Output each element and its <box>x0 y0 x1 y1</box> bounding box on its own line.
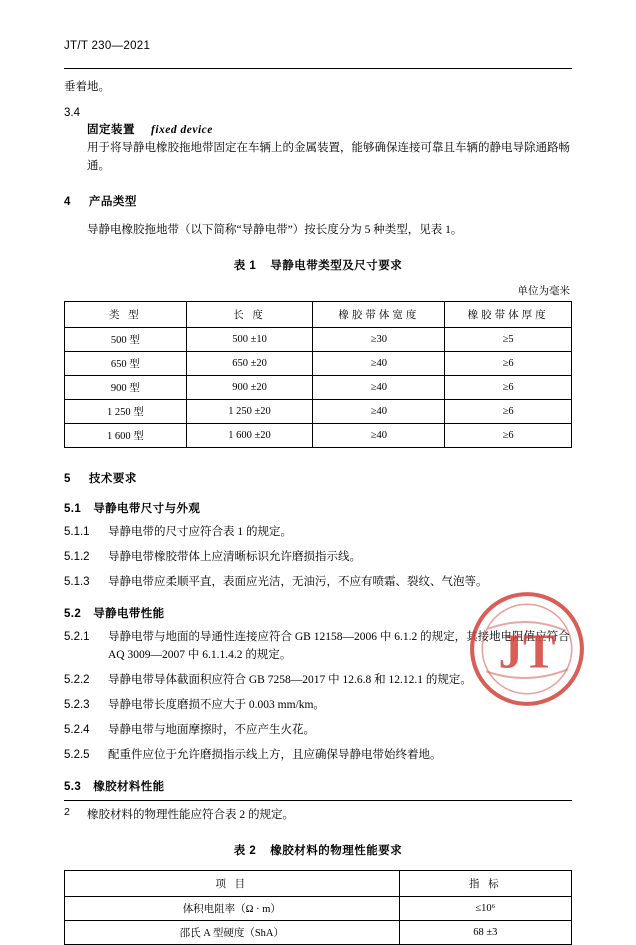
table-2-col-header: 项 目 <box>65 871 400 897</box>
table-cell: ≥6 <box>445 400 572 424</box>
table-1-col-header: 类 型 <box>65 302 187 328</box>
clause-5-2-5-number: 5.2.5 <box>64 749 90 761</box>
table-cell: ≥6 <box>445 376 572 400</box>
clause-5-2-1-number: 5.2.1 <box>64 631 90 643</box>
clause-5-1-1-body: 导静电带的尺寸应符合表 1 的规定。 <box>108 526 292 538</box>
clause-5-2-title: 导静电带性能 <box>93 608 165 620</box>
table-cell: ≥6 <box>445 424 572 448</box>
table-cell: 650 型 <box>65 352 187 376</box>
clause-5-2-4-body: 导静电带与地面摩擦时，不应产生火花。 <box>108 724 315 736</box>
clause-heading-5-2 <box>64 605 572 621</box>
clause-5-2-2 <box>64 671 572 689</box>
clause-5-2-5 <box>64 746 572 764</box>
table-cell: 1 600 ±20 <box>186 424 313 448</box>
table-2 <box>64 870 572 945</box>
table-cell: ≥6 <box>445 352 572 376</box>
clause-5-1-3 <box>64 573 572 591</box>
section-4-title: 产品类型 <box>88 196 137 208</box>
table-1-caption <box>64 257 572 273</box>
clause-5-1-1 <box>64 523 572 541</box>
table-row <box>65 328 572 352</box>
table-2-label: 表 2 <box>233 845 257 857</box>
table-2-header-row <box>65 871 572 897</box>
table-row <box>65 424 572 448</box>
table-cell: 1 250 型 <box>65 400 187 424</box>
clause-5-2-2-body: 导静电带导体截面积应符合 GB 7258—2017 中 12.6.8 和 12.12.1 的规定。 <box>108 674 472 686</box>
table-row <box>65 897 572 921</box>
table-row <box>65 352 572 376</box>
clause-5-2-1-body: 导静电带与地面的导通性连接应符合 GB 12158—2006 中 6.1.2 的规定，其接地电阻值应符合 AQ 3009—2007 中 6.1.1.4.2 的规定。 <box>108 631 570 661</box>
clause-5-1-title: 导静电带尺寸与外观 <box>93 503 201 515</box>
clause-5-2-4-number: 5.2.4 <box>64 724 90 736</box>
stamp-text: JT <box>498 624 556 679</box>
table-1-unit: 单位为毫米 <box>517 286 570 297</box>
clause-5-3-title: 橡胶材料性能 <box>93 781 165 793</box>
clause-5-2-2-number: 5.2.2 <box>64 674 90 686</box>
table-cell: ≥40 <box>313 400 445 424</box>
term-3-4-definition: 用于将导静电橡胶拖地带固定在车辆上的金属装置，能够确保连接可靠且车辆的静电导除通路畅通。 <box>87 142 570 172</box>
table-row <box>65 921 572 945</box>
page-content <box>64 40 572 945</box>
table-cell: 体积电阻率（Ω · m） <box>65 897 400 921</box>
term-3-4-en: fixed device <box>151 124 213 136</box>
section-4-number: 4 <box>64 196 71 208</box>
table-cell: ≥30 <box>313 328 445 352</box>
table-cell: 900 ±20 <box>186 376 313 400</box>
clause-5-2-number: 5.2 <box>64 608 82 620</box>
table-cell: 900 型 <box>65 376 187 400</box>
table-row <box>65 376 572 400</box>
clause-5-1-1-number: 5.1.1 <box>64 526 90 538</box>
table-1-label: 表 1 <box>233 260 257 272</box>
clause-number-3-4: 3.4 <box>64 107 80 119</box>
table-cell: 500 型 <box>65 328 187 352</box>
clause-5-2-4 <box>64 721 572 739</box>
clause-5-3-number: 5.3 <box>64 781 82 793</box>
table-1-col-header: 橡胶带体厚度 <box>445 302 572 328</box>
section-5-number: 5 <box>64 473 71 485</box>
table-row <box>65 400 572 424</box>
footer-rule <box>64 800 572 801</box>
page-number: 2 <box>64 806 70 818</box>
clause-5-2-1 <box>64 628 572 664</box>
table-cell: 1 250 ±20 <box>186 400 313 424</box>
continued-paragraph: 垂着地。 <box>64 81 110 93</box>
table-2-caption <box>64 842 572 858</box>
table-2-col-header: 指 标 <box>399 871 571 897</box>
table-2-title: 橡胶材料的物理性能要求 <box>270 845 403 857</box>
clause-5-3-paragraph: 橡胶材料的物理性能应符合表 2 的规定。 <box>87 809 294 821</box>
table-cell: ≥40 <box>313 376 445 400</box>
term-3-4 <box>87 121 572 137</box>
section-heading-5 <box>64 470 572 486</box>
table-cell: ≥40 <box>313 352 445 376</box>
clause-5-1-2 <box>64 548 572 566</box>
table-cell: ≥5 <box>445 328 572 352</box>
table-cell: 650 ±20 <box>186 352 313 376</box>
table-1-header-row <box>65 302 572 328</box>
clause-5-2-3-body: 导静电带长度磨损不应大于 0.003 mm/km。 <box>108 699 325 711</box>
table-cell: ≤10⁶ <box>399 897 571 921</box>
clause-5-2-5-body: 配重件应位于允许磨损指示线上方，且应确保导静电带始终着地。 <box>108 749 442 761</box>
clause-5-1-number: 5.1 <box>64 503 82 515</box>
term-3-4-cn: 固定装置 <box>87 124 135 136</box>
table-cell: ≥40 <box>313 424 445 448</box>
table-1-title: 导静电带类型及尺寸要求 <box>270 260 403 272</box>
clause-5-2-3 <box>64 696 572 714</box>
clause-5-1-2-number: 5.1.2 <box>64 551 90 563</box>
clause-heading-5-1 <box>64 500 572 516</box>
section-4-paragraph: 导静电橡胶拖地带（以下简称“导静电带”）按长度分为 5 种类型，见表 1。 <box>87 224 463 236</box>
header-rule <box>64 68 572 69</box>
standard-number: JT/T 230—2021 <box>64 40 151 52</box>
table-cell: 1 600 型 <box>65 424 187 448</box>
table-cell: 邵氏 A 型硬度（ShA） <box>65 921 400 945</box>
clause-5-1-2-body: 导静电带橡胶带体上应清晰标识允许磨损指示线。 <box>108 551 361 563</box>
section-5-title: 技术要求 <box>88 473 137 485</box>
clause-5-1-3-number: 5.1.3 <box>64 576 90 588</box>
clause-heading-5-3 <box>64 778 572 794</box>
clause-5-2-3-number: 5.2.3 <box>64 699 90 711</box>
table-1 <box>64 301 572 448</box>
table-1-col-header: 长 度 <box>186 302 313 328</box>
table-cell: 68 ±3 <box>399 921 571 945</box>
table-cell: 500 ±10 <box>186 328 313 352</box>
section-heading-4 <box>64 193 572 209</box>
table-1-col-header: 橡胶带体宽度 <box>313 302 445 328</box>
clause-5-1-3-body: 导静电带应柔顺平直，表面应光洁，无油污，不应有喷霜、裂纹、气泡等。 <box>108 576 488 588</box>
